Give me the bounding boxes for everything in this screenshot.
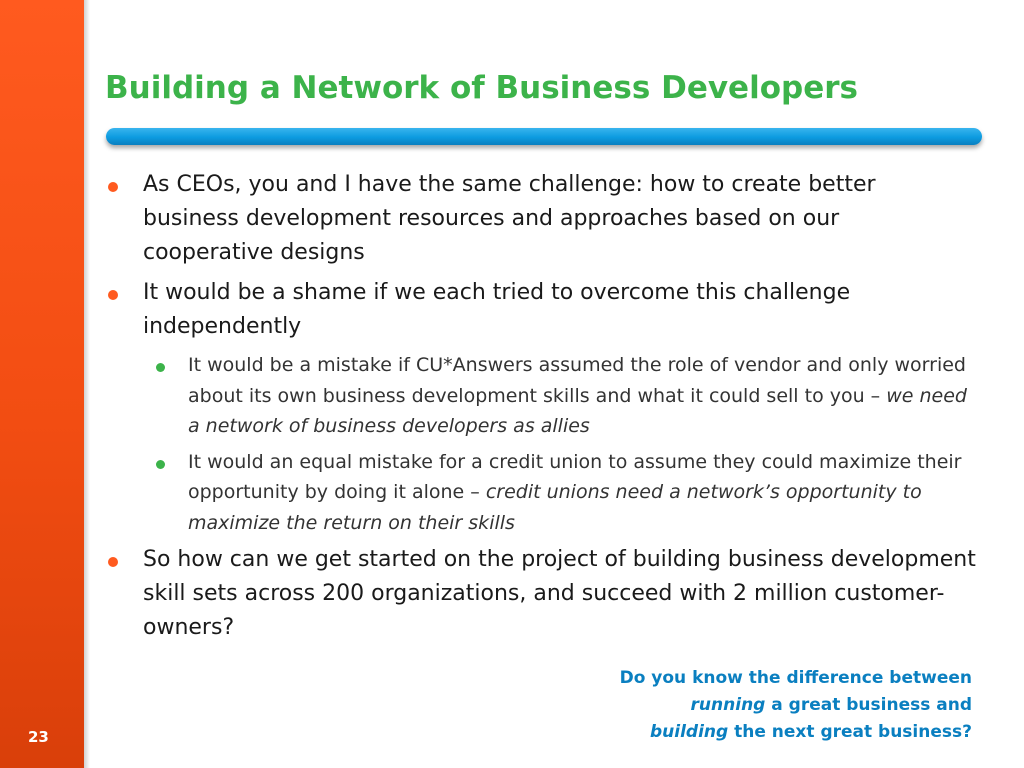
sub-bullet-dot-icon: [156, 460, 165, 469]
bullet-item: [106, 543, 976, 645]
slide-title: Building a Network of Business Developers: [105, 70, 858, 106]
sub-bullet-emphasis: we need a network of business developers as allies: [188, 384, 967, 437]
callout-line-1: Do you know the difference between: [619, 668, 972, 688]
orange-sidebar: [0, 0, 84, 768]
callout-text: a great business and: [765, 695, 972, 715]
bullet-text: So how can we get started on the project of building business development skill sets across 200 organizations, and succeed with 2 million customer-owners?: [143, 547, 976, 640]
sub-bullet-item: [106, 350, 976, 442]
page-number: 23: [28, 728, 49, 746]
sub-bullet-text: It would be a mistake if CU*Answers assumed the role of vendor and only worried about its own business development skills and what it could sell to you –: [188, 354, 966, 407]
title-underline-bar: [106, 128, 982, 145]
sub-bullet-dot-icon: [156, 363, 165, 372]
bullet-dot-icon: [108, 182, 118, 192]
sub-bullet-emphasis: credit unions need a network’s opportunity to maximize the return on their skills: [188, 481, 922, 534]
sub-bullet-item: [106, 447, 976, 539]
callout-line-2: [620, 692, 972, 719]
callout-emphasis: running: [690, 695, 766, 715]
bullet-list: [106, 168, 976, 651]
bullet-item: [106, 276, 976, 344]
callout-text: the next great business?: [728, 722, 972, 742]
callout-emphasis: building: [650, 722, 729, 742]
callout-line-3: [620, 719, 972, 746]
bullet-item: [106, 168, 976, 270]
bullet-text: It would be a shame if we each tried to overcome this challenge independently: [143, 280, 851, 339]
bullet-dot-icon: [108, 557, 118, 567]
bullet-text: As CEOs, you and I have the same challenge: how to create better business development resources and approaches based on our cooperative designs: [143, 172, 876, 265]
callout-question: [620, 665, 972, 746]
bullet-dot-icon: [108, 290, 118, 300]
sub-bullet-text: It would an equal mistake for a credit union to assume they could maximize their opportunity by doing it alone –: [188, 450, 962, 503]
